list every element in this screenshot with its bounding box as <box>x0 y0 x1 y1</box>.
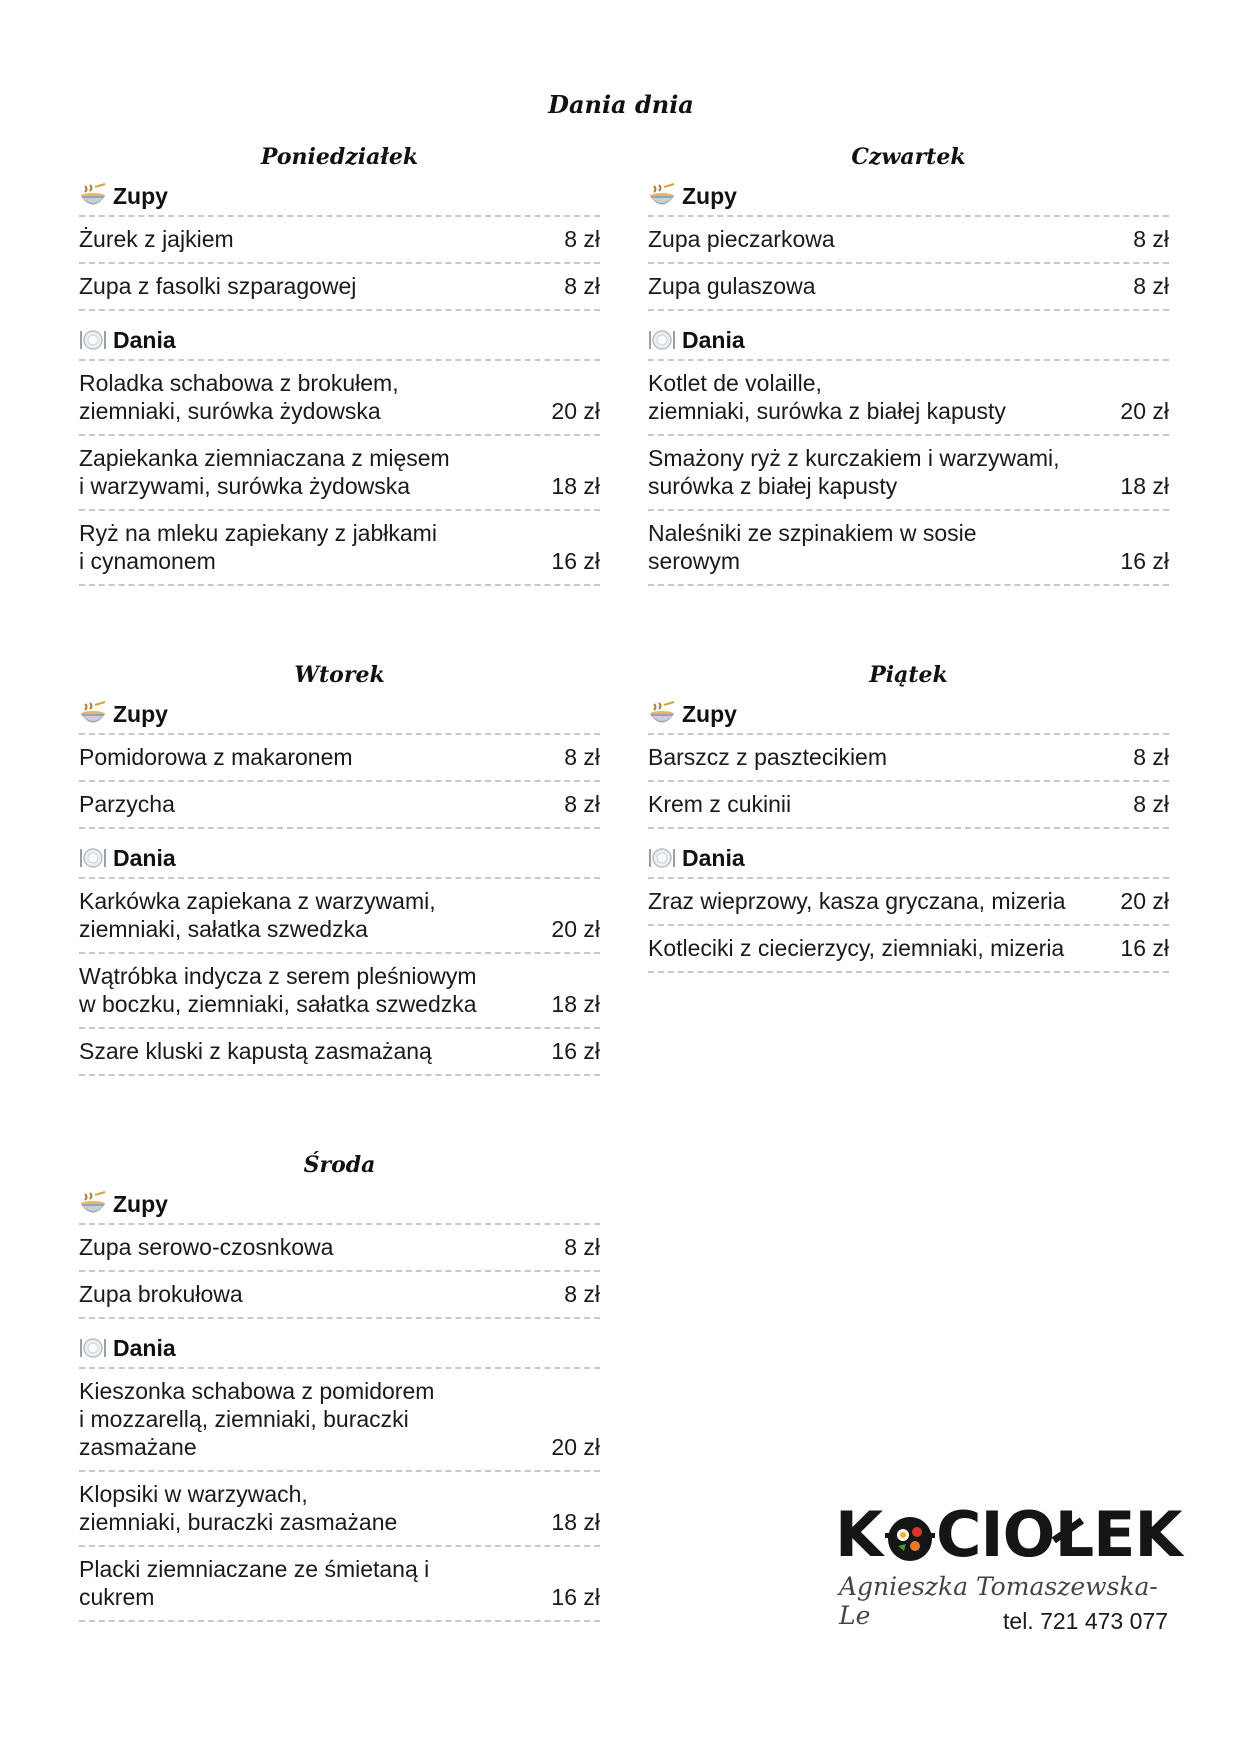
item-name: Karkówka zapiekana z warzywami, ziemniaki, sałatka szwedzka <box>79 888 436 942</box>
item-name: Roladka schabowa z brokułem, ziemniaki, surówka żydowska <box>79 370 399 424</box>
item-price: 20 zł <box>551 1434 600 1460</box>
plate-cutlery-icon <box>79 844 107 872</box>
menu-item <box>79 782 600 829</box>
menu-item <box>79 1272 600 1319</box>
menu-item <box>648 879 1169 926</box>
item-name: Zupa brokułowa <box>79 1281 243 1307</box>
item-name: Zapiekanka ziemniaczana z mięsem i warzywami, surówka żydowska <box>79 445 450 499</box>
section-label: Zupy <box>113 700 168 727</box>
menu-item <box>79 1369 600 1472</box>
plate-cutlery-icon <box>79 1334 107 1362</box>
menu-item <box>79 361 600 436</box>
menu-item <box>79 436 600 511</box>
item-price: 8 zł <box>564 791 600 817</box>
item-name: Krem z cukinii <box>648 791 792 817</box>
item-name: Zupa serowo-czosnkowa <box>79 1234 334 1260</box>
menu-item <box>79 1225 600 1272</box>
section-mains <box>79 1329 600 1369</box>
menu-item <box>648 782 1169 829</box>
item-price: 8 zł <box>1133 273 1169 299</box>
logo-subtitle: Agnieszka Tomaszewska-Le <box>839 1572 1158 1630</box>
item-price: 8 zł <box>564 1234 600 1260</box>
item-price: 18 zł <box>551 1509 600 1535</box>
item-price: 8 zł <box>1133 226 1169 252</box>
section-mains <box>648 321 1169 361</box>
phone-number: tel. 721 473 077 <box>1003 1608 1168 1634</box>
section-label: Dania <box>113 326 176 353</box>
item-name: Placki ziemniaczane ze śmietaną i cukrem <box>79 1556 430 1610</box>
section-label: Dania <box>113 1334 176 1361</box>
section-label: Zupy <box>682 700 737 727</box>
item-price: 18 zł <box>1120 473 1169 499</box>
item-price: 8 zł <box>1133 744 1169 770</box>
menu-item <box>648 926 1169 973</box>
item-price: 16 zł <box>551 1038 600 1064</box>
menu-item <box>79 511 600 586</box>
menu-item <box>648 735 1169 782</box>
section-label: Dania <box>113 844 176 871</box>
item-price: 16 zł <box>551 548 600 574</box>
soup-bowl-icon <box>79 1190 107 1218</box>
item-price: 20 zł <box>1120 888 1169 914</box>
section-mains <box>79 839 600 879</box>
item-name: Naleśniki ze szpinakiem w sosie serowym <box>648 520 977 574</box>
item-price: 16 zł <box>1120 935 1169 961</box>
section-label: Dania <box>682 844 745 871</box>
menu-item <box>79 1547 600 1622</box>
page-title: Dania dnia <box>548 90 694 119</box>
item-name: Zupa pieczarkowa <box>648 226 835 252</box>
section-soups <box>79 1185 600 1225</box>
day-title: Piątek <box>869 662 948 688</box>
soup-bowl-icon <box>648 700 676 728</box>
item-name: Żurek z jajkiem <box>79 226 234 252</box>
item-name: Zupa gulaszowa <box>648 273 816 299</box>
day-tuesday <box>79 655 600 1076</box>
item-price: 18 zł <box>551 991 600 1017</box>
item-name: Pomidorowa z makaronem <box>79 744 353 770</box>
menu-item <box>79 879 600 954</box>
item-name: Wątróbka indycza z serem pleśniowym w boczku, ziemniaki, sałatka szwedzka <box>79 963 477 1017</box>
logo-word-rest: CIOŁEK <box>936 1498 1182 1571</box>
day-thursday <box>648 137 1169 586</box>
item-name: Smażony ryż z kurczakiem i warzywami, surówka z białej kapusty <box>648 445 1060 499</box>
item-price: 8 zł <box>564 226 600 252</box>
item-price: 20 zł <box>551 916 600 942</box>
soup-bowl-icon <box>79 182 107 210</box>
section-mains <box>648 839 1169 879</box>
item-price: 16 zł <box>551 1584 600 1610</box>
item-price: 8 zł <box>1133 791 1169 817</box>
item-name: Klopsiki w warzywach, ziemniaki, buraczki zasmażane <box>79 1481 398 1535</box>
menu-item <box>648 511 1169 586</box>
item-name: Zupa z fasolki szparagowej <box>79 273 357 299</box>
menu-item <box>79 1472 600 1547</box>
section-soups <box>648 177 1169 217</box>
plate-cutlery-icon <box>648 844 676 872</box>
item-name: Kotleciki z ciecierzycy, ziemniaki, mizeria <box>648 935 1065 961</box>
item-name: Kieszonka schabowa z pomidorem i mozzarellą, ziemniaki, buraczki zasmażane <box>79 1378 435 1460</box>
item-price: 8 zł <box>564 273 600 299</box>
menu-item <box>648 217 1169 264</box>
section-soups <box>79 177 600 217</box>
day-title: Czwartek <box>851 144 966 170</box>
item-price: 8 zł <box>564 1281 600 1307</box>
menu-item <box>79 1029 600 1076</box>
item-name: Kotlet de volaille, ziemniaki, surówka z białej kapusty <box>648 370 1006 424</box>
soup-bowl-icon <box>79 700 107 728</box>
logo-wordmark <box>835 1498 1182 1571</box>
day-friday <box>648 655 1169 973</box>
cauldron-icon <box>884 1509 936 1561</box>
plate-cutlery-icon <box>648 326 676 354</box>
logo-letter-k: K <box>835 1498 883 1571</box>
item-name: Zraz wieprzowy, kasza gryczana, mizeria <box>648 888 1066 914</box>
item-name: Ryż na mleku zapiekany z jabłkami i cynamonem <box>79 520 437 574</box>
item-name: Szare kluski z kapustą zasmażaną <box>79 1038 432 1064</box>
day-title: Wtorek <box>294 662 385 688</box>
item-price: 18 zł <box>551 473 600 499</box>
section-mains <box>79 321 600 361</box>
item-name: Barszcz z pasztecikiem <box>648 744 888 770</box>
soup-bowl-icon <box>648 182 676 210</box>
menu-item <box>648 264 1169 311</box>
section-label: Zupy <box>113 182 168 209</box>
item-price: 20 zł <box>551 398 600 424</box>
section-soups <box>648 695 1169 735</box>
item-name: Parzycha <box>79 791 175 817</box>
item-price: 16 zł <box>1120 548 1169 574</box>
section-label: Zupy <box>682 182 737 209</box>
day-title: Poniedziałek <box>260 144 419 170</box>
section-label: Dania <box>682 326 745 353</box>
menu-item <box>79 264 600 311</box>
section-soups <box>79 695 600 735</box>
day-monday <box>79 137 600 586</box>
day-wednesday <box>79 1145 600 1622</box>
menu-item <box>79 954 600 1029</box>
plate-cutlery-icon <box>79 326 107 354</box>
item-price: 20 zł <box>1120 398 1169 424</box>
menu-item <box>648 361 1169 436</box>
menu-item <box>79 217 600 264</box>
item-price: 8 zł <box>564 744 600 770</box>
menu-item <box>79 735 600 782</box>
section-label: Zupy <box>113 1190 168 1217</box>
day-title: Środa <box>303 1152 376 1178</box>
menu-item <box>648 436 1169 511</box>
